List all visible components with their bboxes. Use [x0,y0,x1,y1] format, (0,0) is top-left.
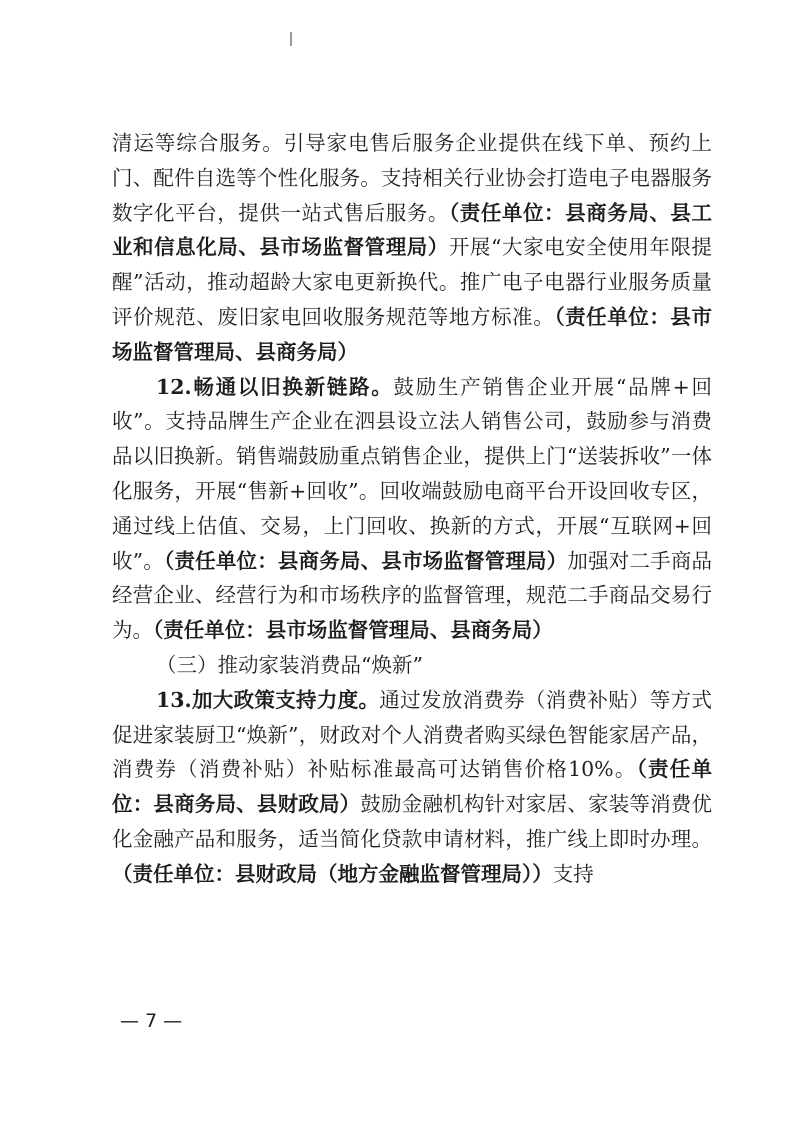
body-text [112,126,712,892]
item-12-heading: 12.畅通以旧换新链路。 [156,374,394,399]
para2-responsible-2: （责任单位：县市场监督管理局、县商务局） [153,618,553,643]
para3-responsible-1: （责任单位：县商务局、县财政局） [112,757,712,817]
para3-text-3: 支持 [552,861,594,886]
para2-text-2: 加强对二手商品经营企业、经营行为和市场秩序的监督管理，规范二手商品交易行为。 [112,548,713,643]
para3-text-2: 鼓励金融机构针对家居、家装等消费优化金融产品和服务，适当简化贷款申请材料，推广线上即时办理。 [112,792,713,851]
paragraph-1 [112,126,712,370]
para1-text-2: 开展“大家电安全使用年限提醒”活动，推动超龄大家电更新换代。推广电子电器行业服务质量评价规范、废旧家电回收服务规范等地方标准。 [112,235,713,329]
para1-text-1: 清运等综合服务。引导家电售后服务企业提供在线下单、预约上门、配件自选等个性化服务。支持相关行业协会打造电子电器服务数字化平台，提供一站式售后服务。 [112,131,712,225]
para1-responsible-2: （责任单位：县市场监督管理局、县商务局） [112,304,712,364]
para2-text-1: 鼓励生产销售企业开展“品牌+回收”。支持品牌生产企业在泗县设立法人销售公司，鼓励参与消费品以旧换新。销售端鼓励重点销售企业，提供上门“送装拆收”一体化服务，开展“售新+回收”。回收端鼓励电商平台开设回收专区，通过线上估值、交易，上门回收、换新的方式，开展“互联网+回收”。 [112,374,712,573]
section-3-heading: （三）推动家装消费品“焕新” [156,652,423,677]
item-13-heading: 13.加大政策支持力度。 [156,687,380,712]
page-number: — 7 — [120,1010,183,1032]
para2-responsible-1: （责任单位：县商务局、县市场监督管理局） [164,548,568,573]
paragraph-12 [112,370,712,648]
scan-mark [290,32,292,46]
para1-responsible-1: （责任单位：县商务局、县工业和信息化局、县市场监督管理局） [112,200,712,260]
para3-text-1: 通过发放消费券（消费补贴）等方式促进家装厨卫“焕新”，财政对个人消费者购买绿色智能家居产品，消费券（消费补贴）补贴标准最高可达销售价格10%。 [112,687,712,782]
paragraph-13 [112,683,712,892]
para3-responsible-2: （责任单位：县财政局（地方金融监督管理局）） [112,861,553,886]
